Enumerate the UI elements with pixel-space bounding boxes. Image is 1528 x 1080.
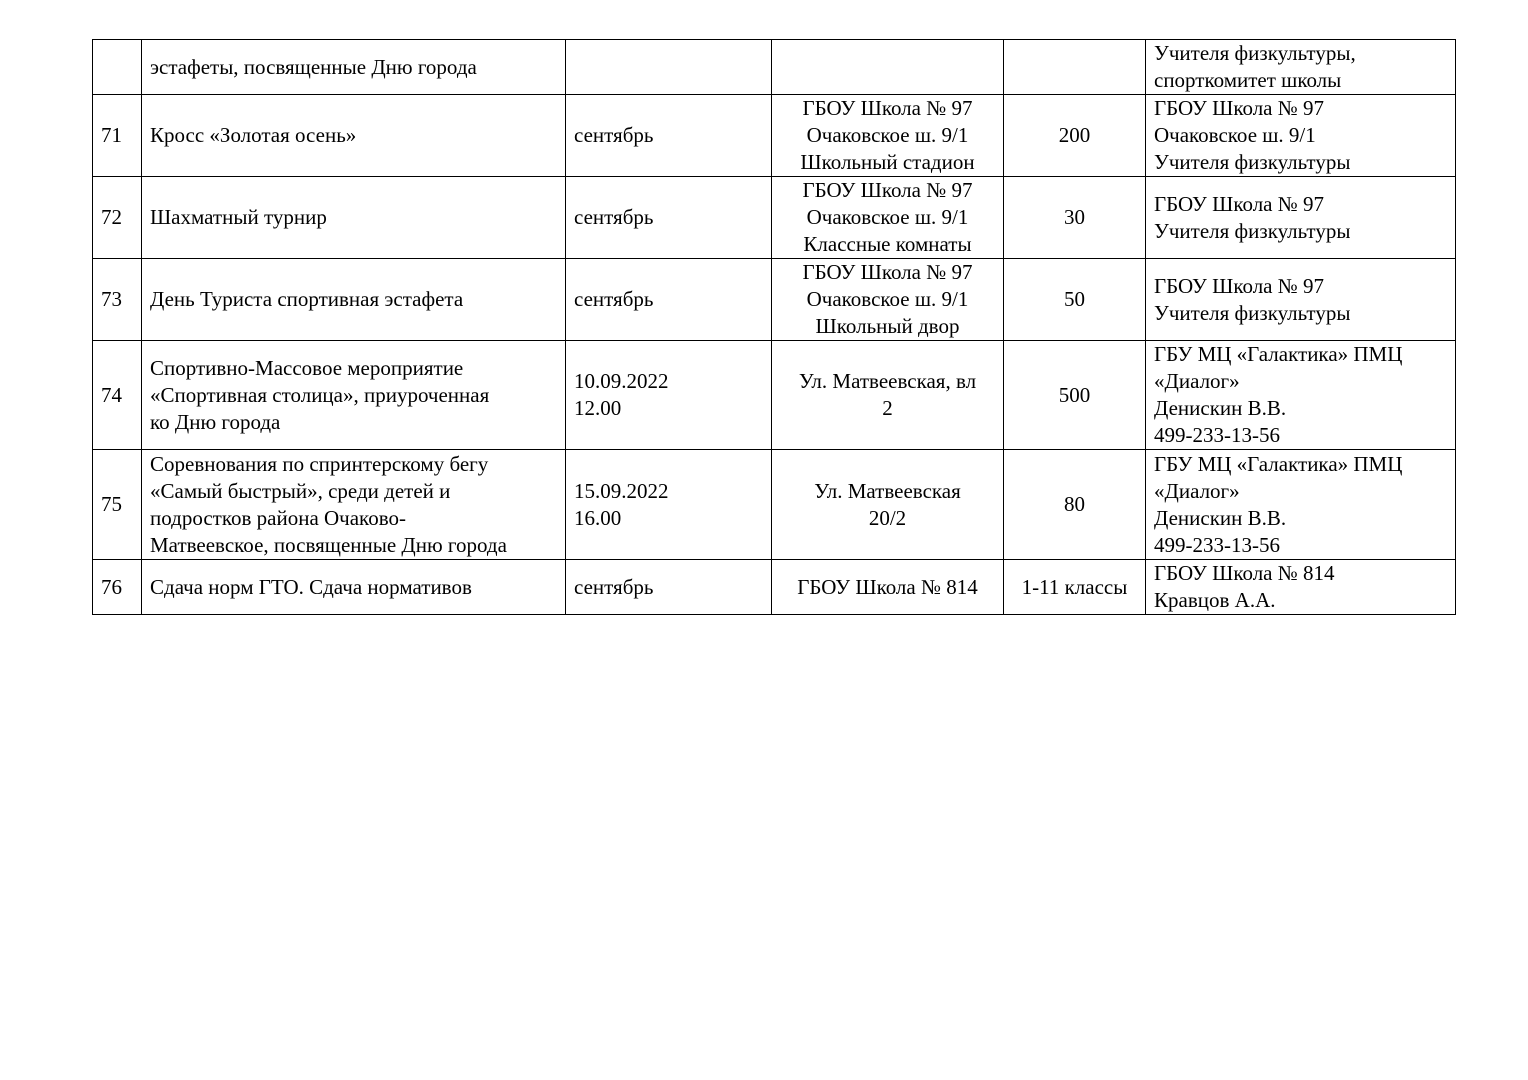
participants-count-cell: 50 — [1004, 259, 1146, 341]
participants-count-cell: 1-11 классы — [1004, 560, 1146, 615]
participants-count-cell: 80 — [1004, 450, 1146, 560]
table-row — [93, 450, 1456, 560]
participants-count-cell: 500 — [1004, 341, 1146, 450]
table-row — [93, 177, 1456, 259]
row-number-cell: 75 — [93, 450, 142, 560]
event-date-cell — [566, 40, 772, 95]
event-place-cell: Ул. Матвеевская, вл 2 — [772, 341, 1004, 450]
responsible-cell: ГБУ МЦ «Галактика» ПМЦ «Диалог» Денискин В.В. 499-233-13-56 — [1146, 341, 1456, 450]
table-row — [93, 341, 1456, 450]
responsible-cell: ГБОУ Школа № 97 Очаковское ш. 9/1 Учителя физкультуры — [1146, 95, 1456, 177]
event-place-cell — [772, 40, 1004, 95]
participants-count-cell: 200 — [1004, 95, 1146, 177]
row-number-cell: 76 — [93, 560, 142, 615]
responsible-cell: ГБУ МЦ «Галактика» ПМЦ «Диалог» Денискин В.В. 499-233-13-56 — [1146, 450, 1456, 560]
event-name-cell: Спортивно-Массовое мероприятие «Спортивная столица», приуроченная ко Дню города — [142, 341, 566, 450]
event-place-cell: ГБОУ Школа № 814 — [772, 560, 1004, 615]
table-row — [93, 40, 1456, 95]
event-place-cell: ГБОУ Школа № 97 Очаковское ш. 9/1 Классные комнаты — [772, 177, 1004, 259]
event-name-cell: эстафеты, посвященные Дню города — [142, 40, 566, 95]
event-date-cell: сентябрь — [566, 560, 772, 615]
responsible-cell: ГБОУ Школа № 814 Кравцов А.А. — [1146, 560, 1456, 615]
row-number-cell: 72 — [93, 177, 142, 259]
event-name-cell: День Туриста спортивная эстафета — [142, 259, 566, 341]
event-name-cell: Соревнования по спринтерскому бегу «Самый быстрый», среди детей и подростков района Очаково- Матвеевское, посвященные Дню города — [142, 450, 566, 560]
event-name-cell: Шахматный турнир — [142, 177, 566, 259]
responsible-cell: ГБОУ Школа № 97 Учителя физкультуры — [1146, 259, 1456, 341]
row-number-cell — [93, 40, 142, 95]
event-date-cell: сентябрь — [566, 95, 772, 177]
event-place-cell: Ул. Матвеевская 20/2 — [772, 450, 1004, 560]
events-table — [92, 39, 1456, 615]
event-name-cell: Сдача норм ГТО. Сдача нормативов — [142, 560, 566, 615]
row-number-cell: 73 — [93, 259, 142, 341]
row-number-cell: 74 — [93, 341, 142, 450]
event-date-cell: сентябрь — [566, 259, 772, 341]
event-date-cell: сентябрь — [566, 177, 772, 259]
event-date-cell: 15.09.2022 16.00 — [566, 450, 772, 560]
participants-count-cell — [1004, 40, 1146, 95]
responsible-cell: ГБОУ Школа № 97 Учителя физкультуры — [1146, 177, 1456, 259]
event-place-cell: ГБОУ Школа № 97 Очаковское ш. 9/1 Школьный двор — [772, 259, 1004, 341]
responsible-cell: Учителя физкультуры, спорткомитет школы — [1146, 40, 1456, 95]
event-name-cell: Кросс «Золотая осень» — [142, 95, 566, 177]
table-row — [93, 259, 1456, 341]
table-row — [93, 95, 1456, 177]
event-place-cell: ГБОУ Школа № 97 Очаковское ш. 9/1 Школьный стадион — [772, 95, 1004, 177]
event-date-cell: 10.09.2022 12.00 — [566, 341, 772, 450]
table-row — [93, 560, 1456, 615]
participants-count-cell: 30 — [1004, 177, 1146, 259]
row-number-cell: 71 — [93, 95, 142, 177]
